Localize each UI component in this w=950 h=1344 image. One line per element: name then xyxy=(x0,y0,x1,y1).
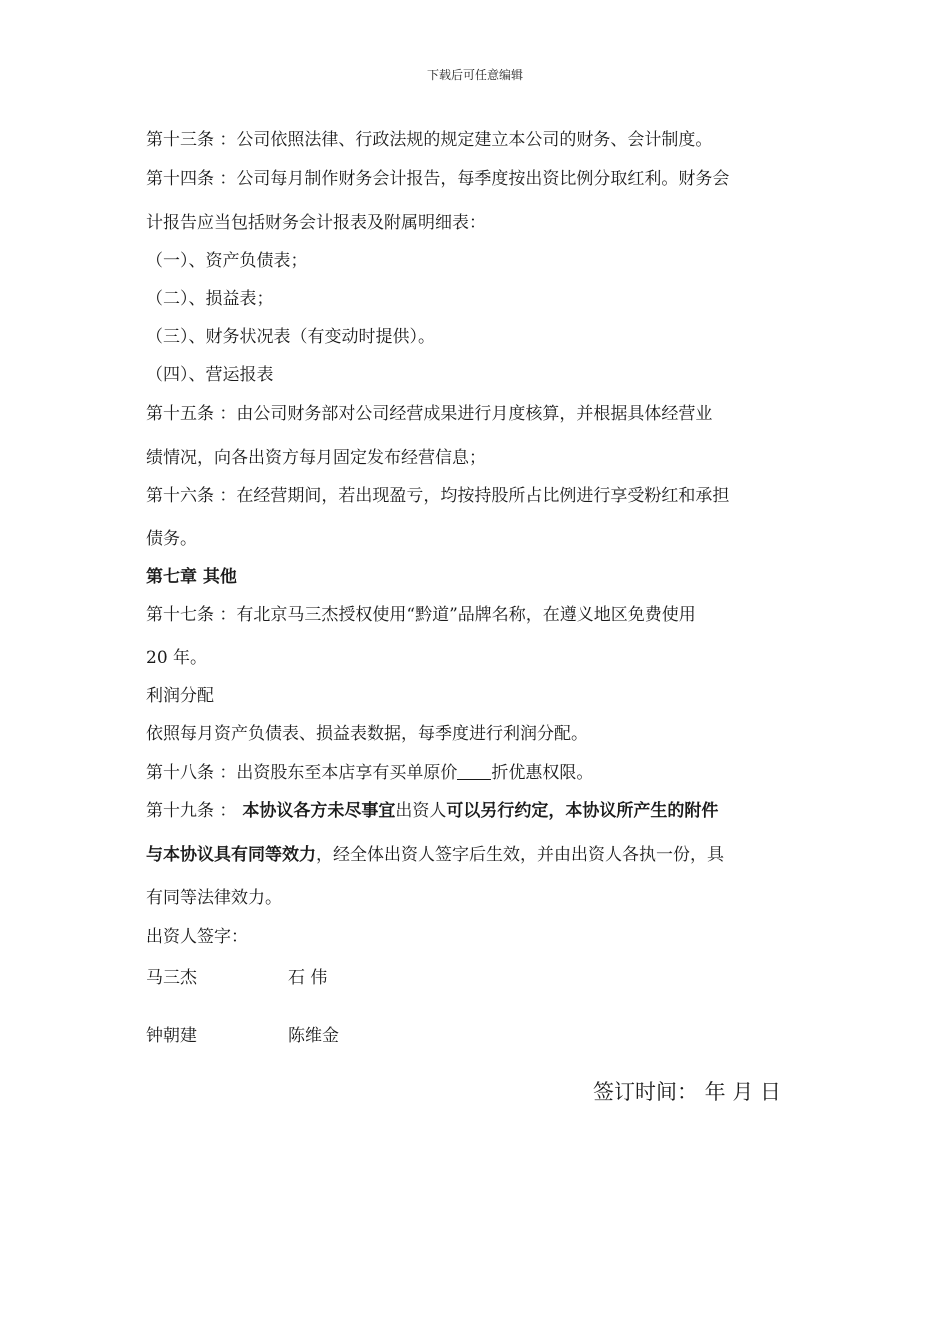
article-18 xyxy=(146,762,593,784)
profit-distribution-text: 依照每月资产负债表、损益表数据，每季度进行利润分配。 xyxy=(146,724,588,744)
article-19-line-1 xyxy=(146,800,718,822)
chapter-7-heading: 第七章 其他 xyxy=(146,567,237,587)
discount-blank xyxy=(457,763,491,780)
signer-2: 石 伟 xyxy=(288,968,328,988)
article-19-line-2 xyxy=(146,844,724,866)
article-14-item-2: （二）、损益表； xyxy=(146,289,274,309)
article-19-line-3: 有同等法律效力。 xyxy=(146,888,282,908)
article-14-line-1: 第十四条 ：公司每月制作财务会计报告，每季度按出资比例分取红利。财务会 xyxy=(146,169,730,189)
article-14-line-2: 计报告应当包括财务会计报表及附属明细表： xyxy=(146,213,486,233)
article-18-suffix: 折优惠权限。 xyxy=(491,763,594,783)
article-16-line-2: 债务。 xyxy=(146,529,197,549)
profit-distribution-title: 利润分配 xyxy=(146,686,214,706)
article-16-line-1: 第十六条 ：在经营期间，若出现盈亏，均按持股所占比例进行享受粉红和承担 xyxy=(146,486,730,506)
article-15-line-2: 绩情况，向各出资方每月固定发布经营信息； xyxy=(146,448,486,468)
article-17-line-2: 20 年。 xyxy=(146,648,208,668)
article-14-item-4: （四）、营运报表 xyxy=(146,365,274,385)
article-17-line-1: 第十七条 ：有北京马三杰授权使用“黔道”品牌名称，在遵义地区免费使用 xyxy=(146,605,696,625)
signing-date: 签订时间： 年 月 日 xyxy=(593,1080,782,1104)
signature-label: 出资人签字： xyxy=(146,927,248,947)
article-13: 第十三条 ：公司依照法律、行政法规的规定建立本公司的财务、会计制度。 xyxy=(146,130,713,150)
article-14-item-3: （三）、财务状况表（有变动时提供）。 xyxy=(146,327,435,347)
signer-4: 陈维金 xyxy=(288,1026,339,1046)
article-19-normal-1: 出资人 xyxy=(395,801,447,821)
article-18-prefix: 第十八条 ：出资股东至本店享有买单原价 xyxy=(146,763,458,783)
signer-1: 马三杰 xyxy=(146,968,197,988)
article-19-bold-3: 与本协议具有同等效力 xyxy=(146,845,316,865)
article-19-normal-2: ，经全体出资人签字后生效，并由出资人各执一份，具 xyxy=(316,845,724,865)
article-19-bold-1: 本协议各方未尽事宜 xyxy=(236,801,396,821)
article-15-line-1: 第十五条 ：由公司财务部对公司经营成果进行月度核算，并根据具体经营业 xyxy=(146,404,713,424)
article-19-bold-2: 可以另行约定，本协议所产生的附件 xyxy=(446,801,719,821)
article-19-label: 第十九条 ： xyxy=(146,801,237,821)
article-14-item-1: （一）、资产负债表； xyxy=(146,251,308,271)
signer-3: 钟朝建 xyxy=(146,1026,197,1046)
page-header-note: 下载后可任意编辑 xyxy=(426,68,523,82)
